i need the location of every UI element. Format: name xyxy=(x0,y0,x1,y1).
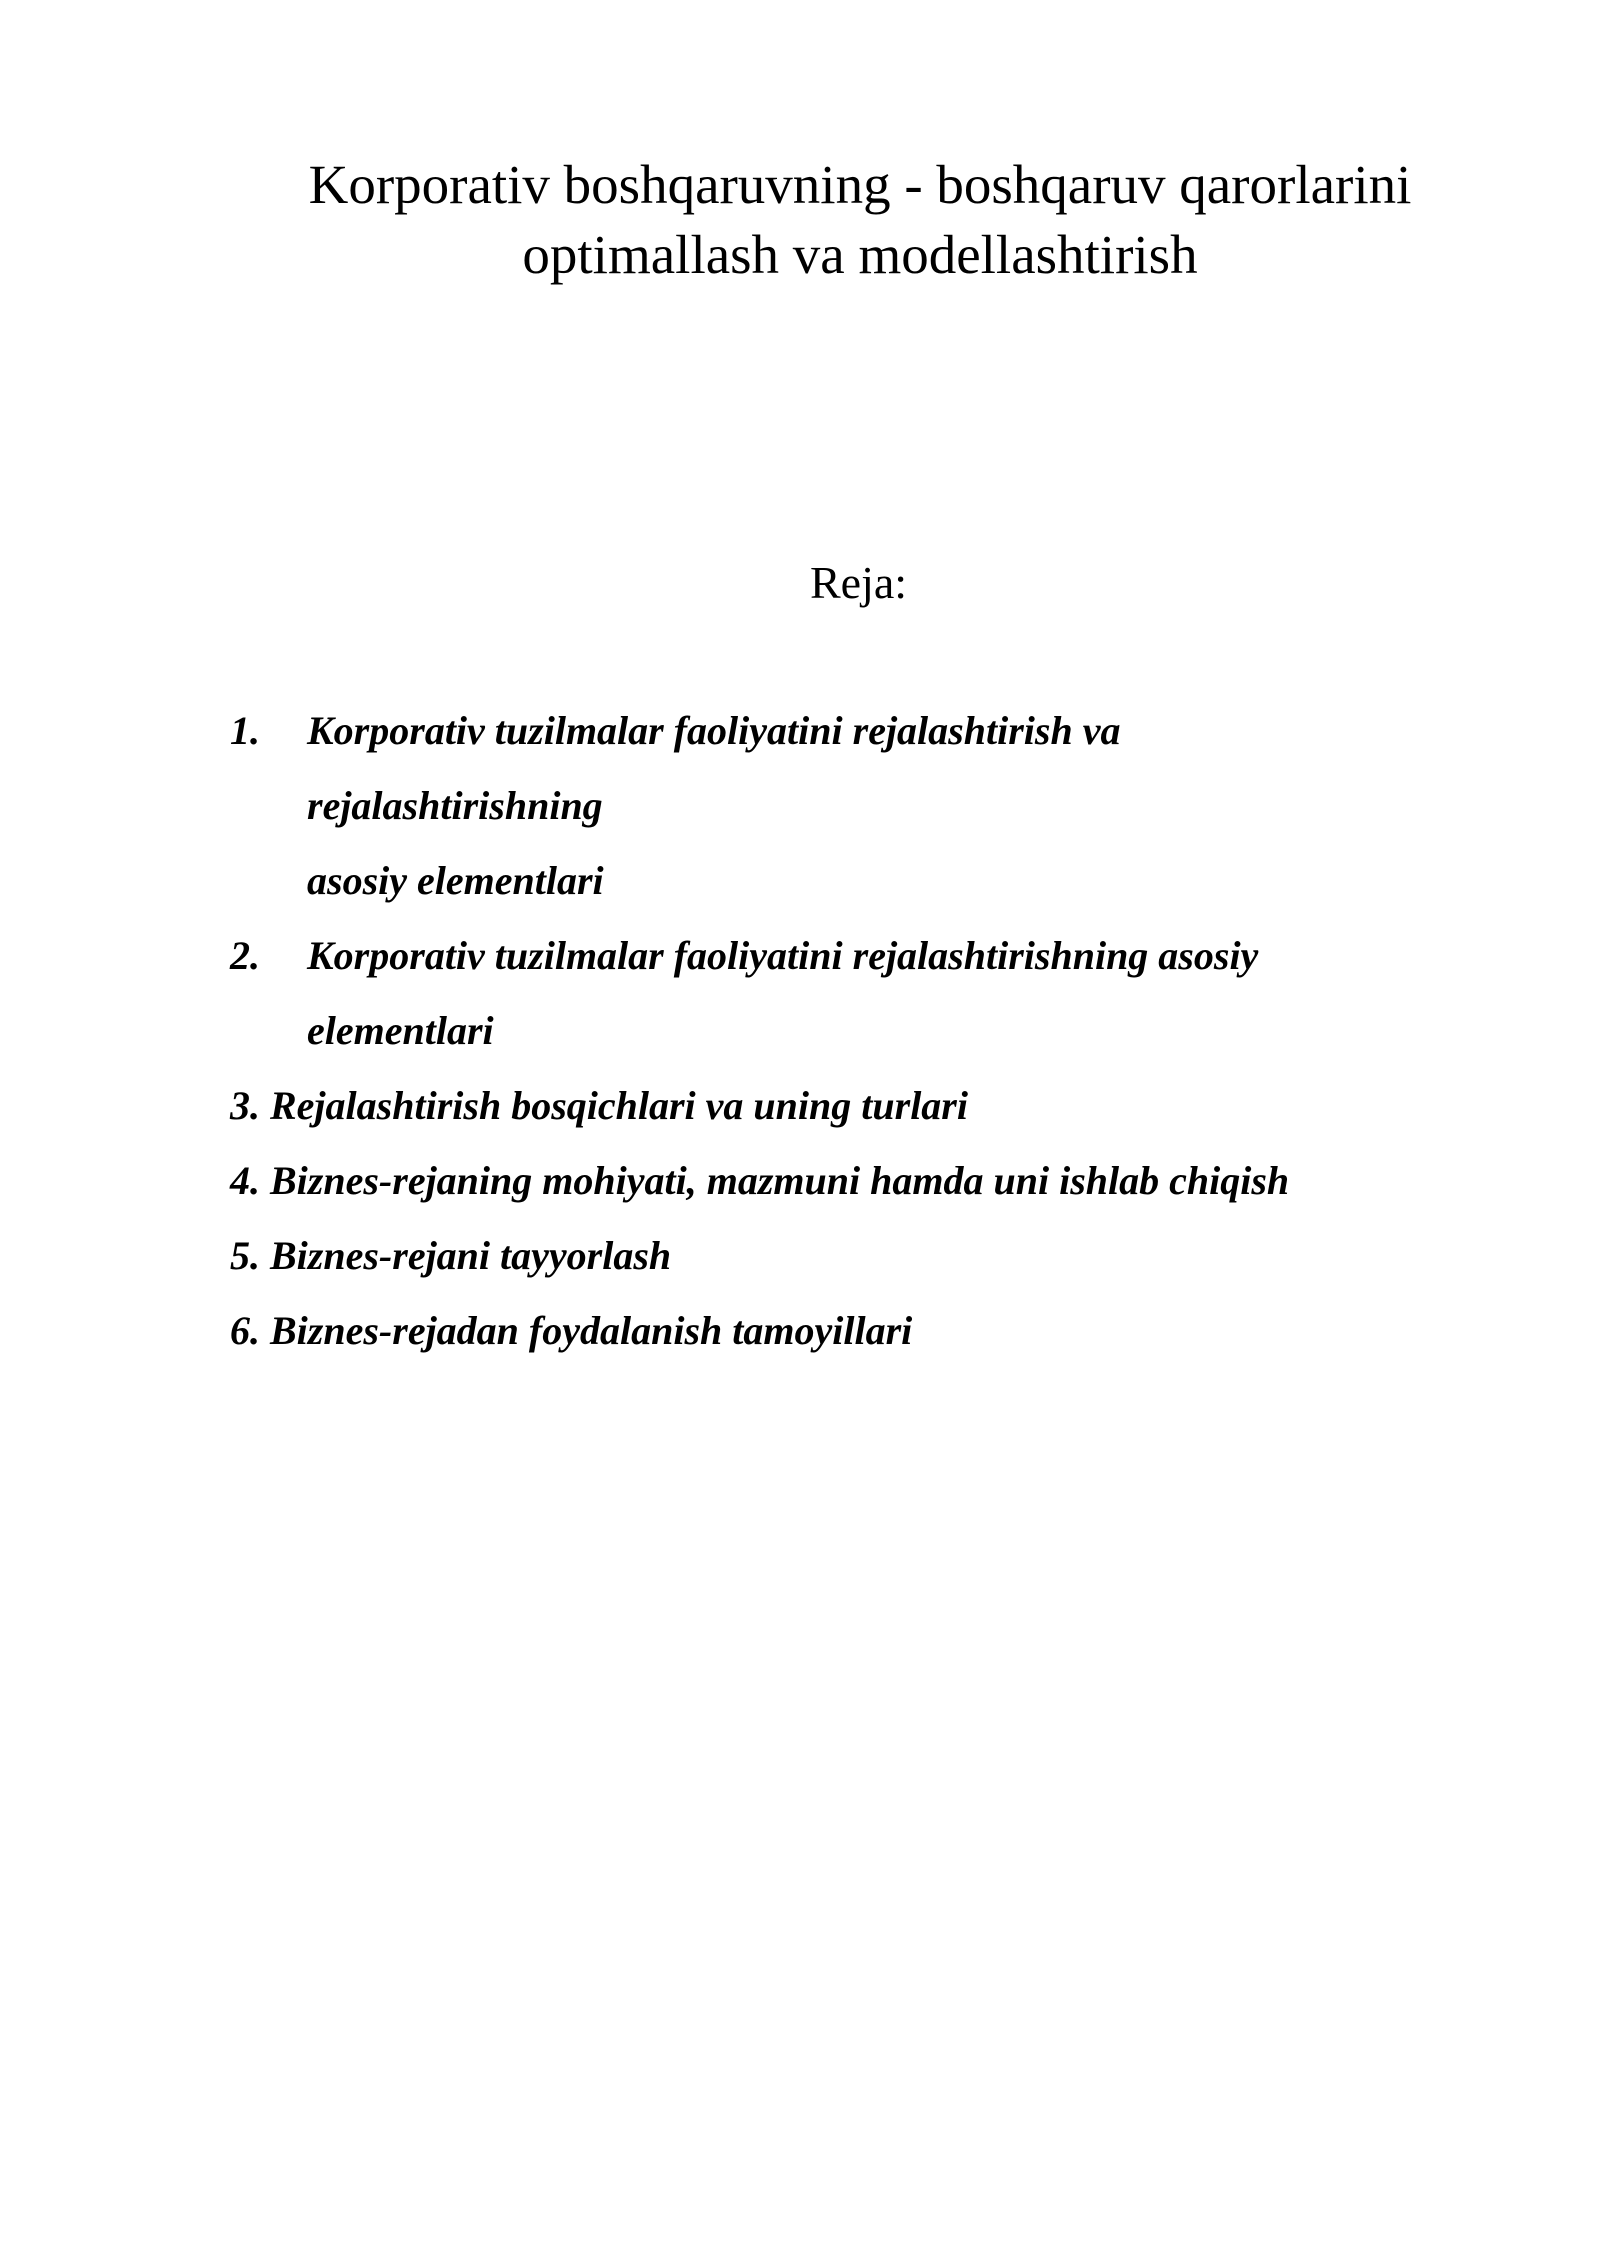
plan-item-text: Korporativ tuzilmalar faoliyatini rejalashtirish va xyxy=(307,708,1121,753)
plan-item-text: elementlari xyxy=(307,1008,494,1053)
plan-item-text: Rejalashtirish bosqichlari va uning turlari xyxy=(270,1083,968,1128)
plan-item-1 xyxy=(230,693,1430,918)
document-title xyxy=(190,150,1530,290)
plan-item-5 xyxy=(230,1218,1430,1293)
plan-item-3 xyxy=(230,1068,1430,1143)
plan-item-text: Biznes-rejadan foydalanish tamoyillari xyxy=(270,1308,913,1353)
plan-item-4 xyxy=(230,1143,1430,1218)
title-line: Korporativ boshqaruvning - boshqaruv qarorlarini xyxy=(308,154,1412,215)
plan-item-number: 1. xyxy=(230,708,260,753)
plan-item-number: 2. xyxy=(230,933,260,978)
plan-item-number: 4. xyxy=(230,1158,260,1203)
plan-item-text: Korporativ tuzilmalar faoliyatini rejalashtirishning asosiy xyxy=(307,933,1259,978)
plan-heading: Reja: xyxy=(810,557,908,608)
plan-item-number: 6. xyxy=(230,1308,260,1353)
plan-item-text: rejalashtirishning xyxy=(307,783,603,828)
plan-item-2 xyxy=(230,918,1430,1068)
title-line: optimallash va modellashtirish xyxy=(522,224,1198,285)
plan-item-text: asosiy elementlari xyxy=(307,858,604,903)
plan-item-6 xyxy=(230,1293,1430,1368)
plan-item-number: 5. xyxy=(230,1233,260,1278)
plan-item-text: Biznes-rejaning mohiyati, mazmuni hamda uni ishlab chiqish xyxy=(270,1158,1290,1203)
plan-item-number: 3. xyxy=(230,1083,260,1128)
plan-item-text: Biznes-rejani tayyorlash xyxy=(270,1233,672,1278)
plan-list xyxy=(230,693,1430,1368)
